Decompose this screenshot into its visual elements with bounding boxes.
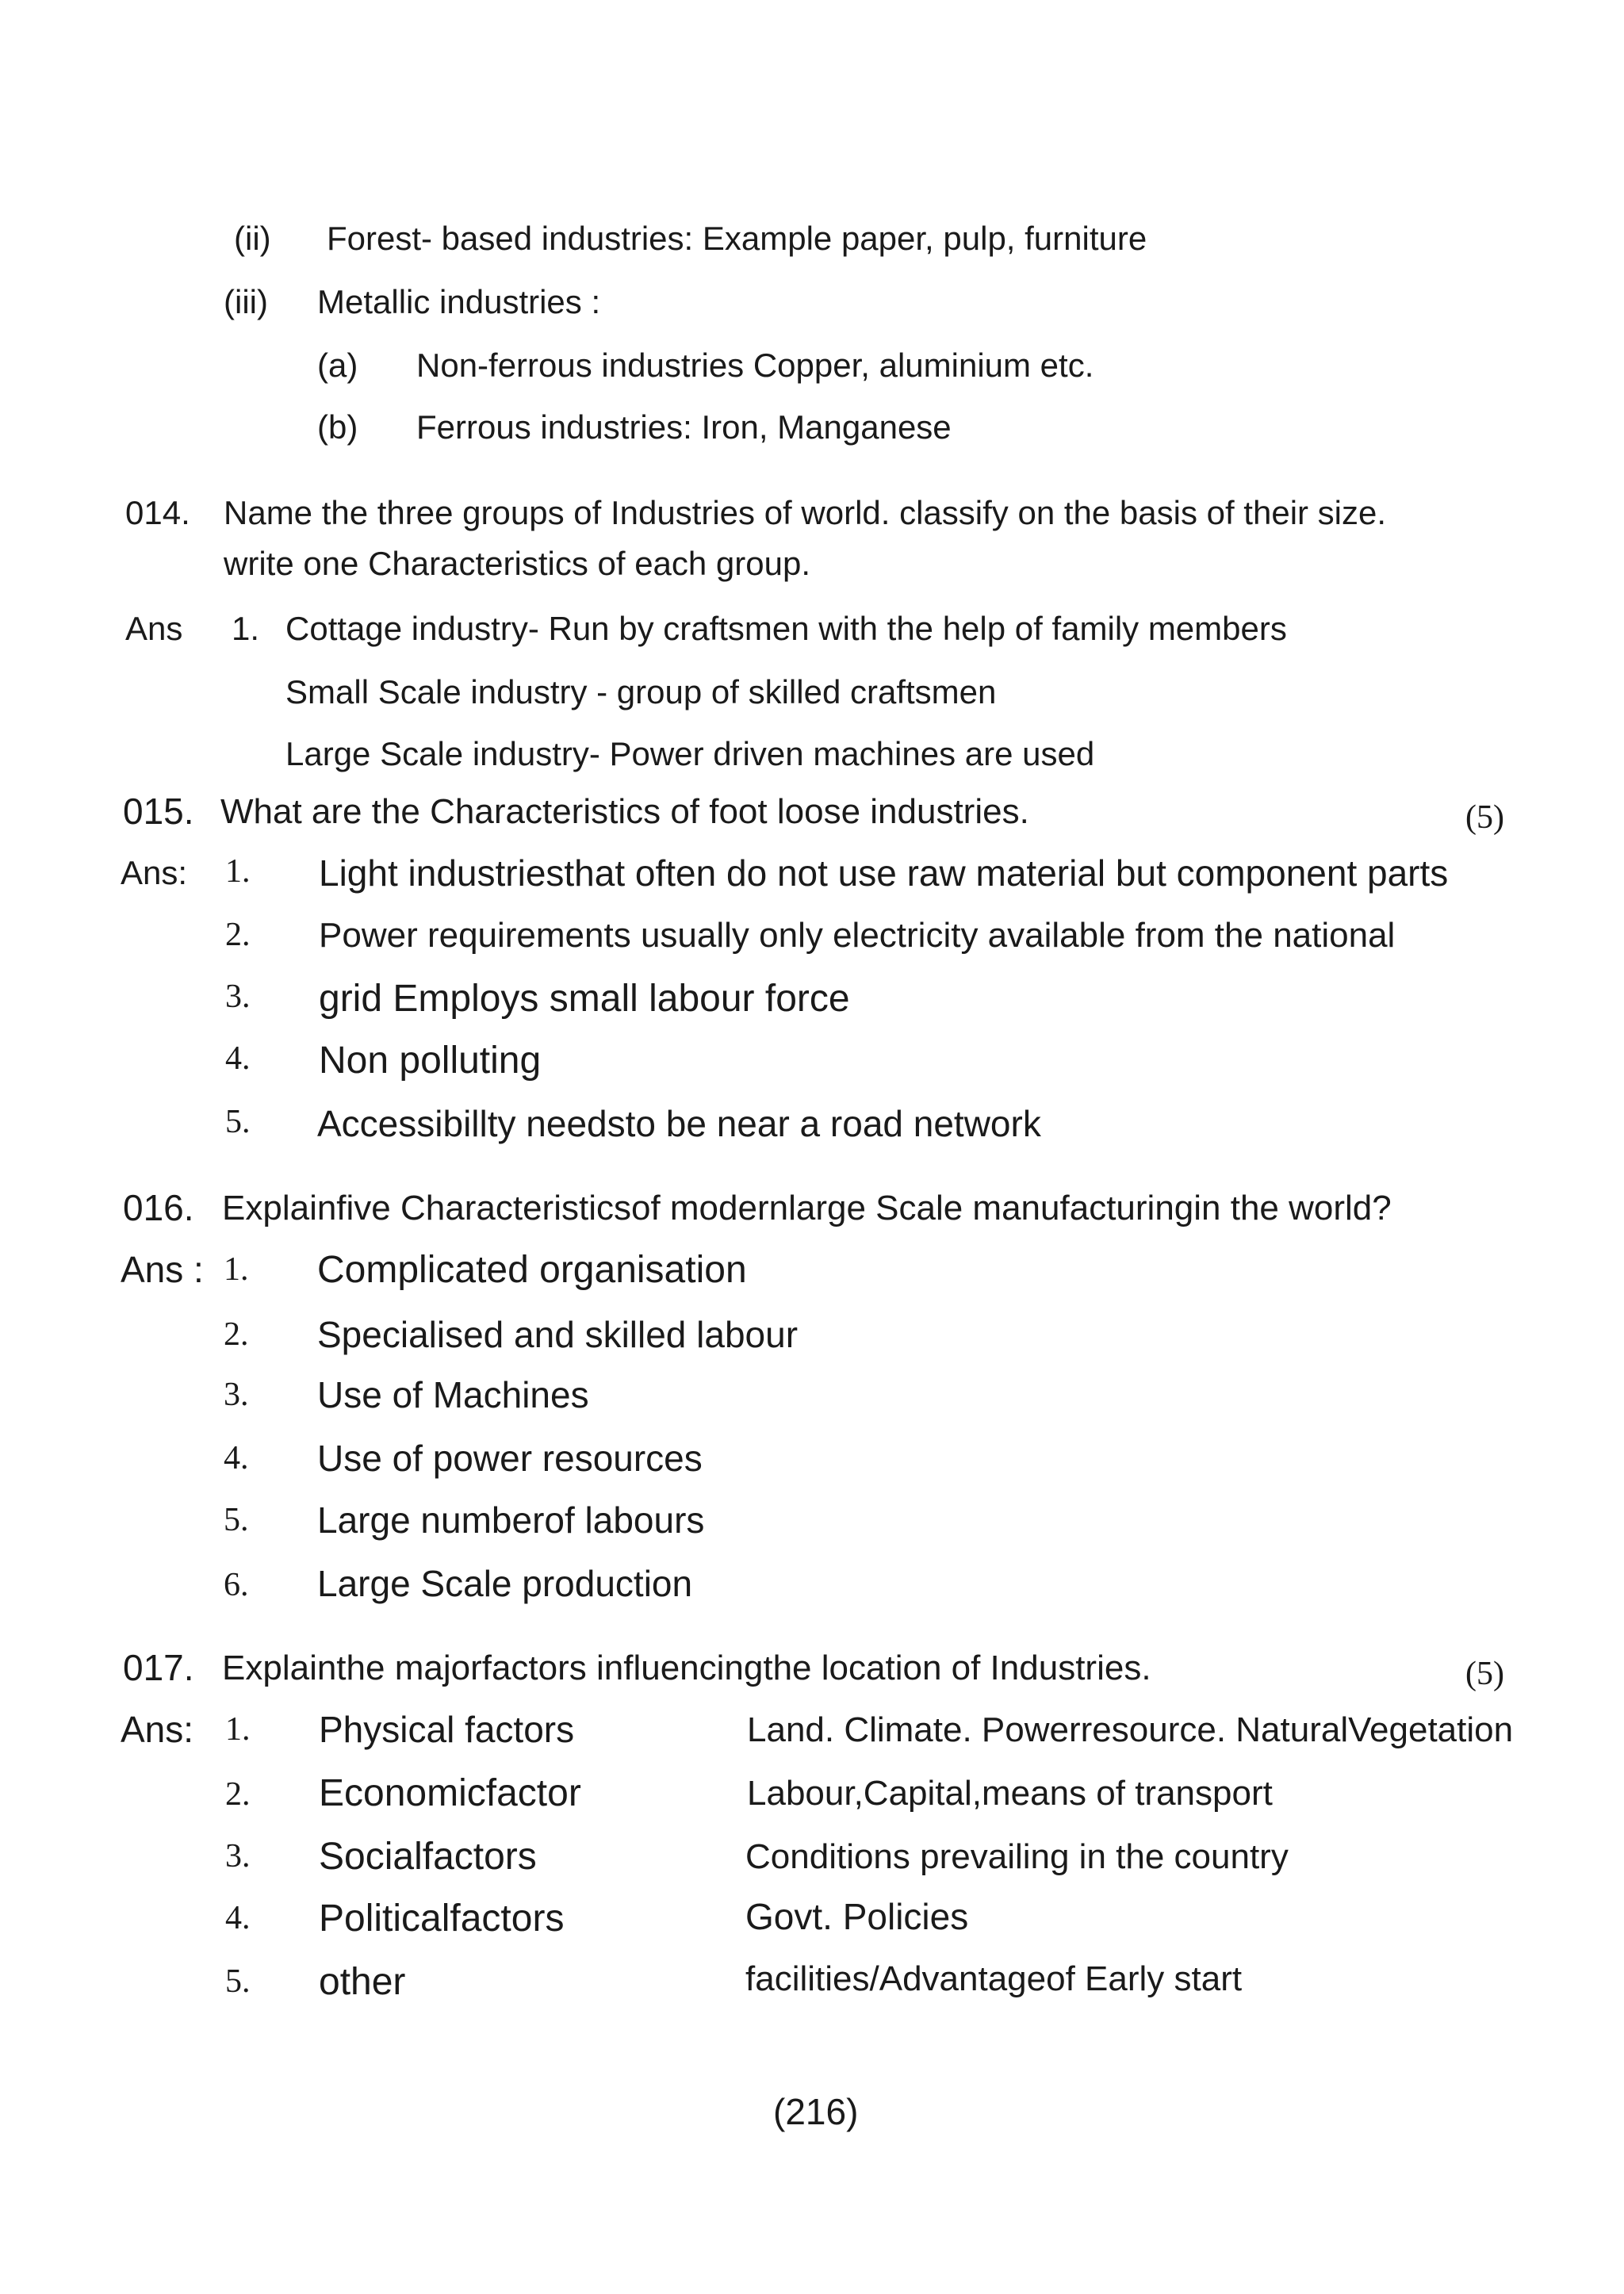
answer-label: Ans: <box>121 854 188 891</box>
answer-number: 2. <box>224 1316 249 1353</box>
answer-number: 5. <box>224 1502 249 1538</box>
question-text: Name the three groups of Industries of world. classify on the basis of their size. <box>224 494 1387 531</box>
answer-text: grid Employs small labour force <box>319 978 850 1020</box>
item-text: Metallic industries : <box>317 283 601 320</box>
factor-detail: Conditions prevailing in the country <box>745 1837 1289 1876</box>
answer-label: Ans <box>125 610 183 647</box>
answer-label: Ans : <box>121 1249 204 1290</box>
factor-detail: Govt. Policies <box>745 1896 969 1937</box>
factor-name: Physical factors <box>319 1709 575 1750</box>
answer-number: 1. <box>225 853 251 890</box>
question-number: 016. <box>123 1187 194 1228</box>
item-number: (ii) <box>234 220 271 257</box>
answer-text: Use of Machines <box>317 1374 589 1415</box>
question-text: Explainfive Characteristicsof modernlarge Scale manufacturingin the world? <box>222 1189 1392 1227</box>
factor-name: other <box>319 1961 406 2003</box>
item-number: (b) <box>317 408 358 446</box>
answer-number: 6. <box>224 1567 249 1603</box>
answer-text: Large numberof labours <box>317 1499 705 1541</box>
answer-text: Specialised and skilled labour <box>317 1314 799 1355</box>
answer-number: 4. <box>225 1040 251 1077</box>
answer-text: Small Scale industry - group of skilled craftsmen <box>285 673 997 710</box>
item-number: (iii) <box>224 283 268 320</box>
marks-badge: (5) <box>1465 1656 1504 1692</box>
item-text: Non-ferrous industries Copper, aluminium etc. <box>416 347 1094 384</box>
answer-number: 3. <box>225 978 251 1015</box>
answer-number: 1. <box>232 610 260 647</box>
answer-text: Large Scale production <box>317 1563 693 1604</box>
answer-number: 5. <box>225 1104 251 1140</box>
question-text: Explainthe majorfactors influencingthe location of Industries. <box>222 1649 1151 1687</box>
answer-number: 3. <box>224 1377 249 1413</box>
answer-text: Use of power resources <box>317 1438 703 1479</box>
answer-text: Light industriesthat often do not use raw material but component parts <box>319 852 1449 894</box>
question-number: 014. <box>125 494 190 531</box>
answer-number: 4. <box>224 1440 249 1476</box>
question-number: 017. <box>123 1647 194 1688</box>
item-number: (a) <box>317 347 358 384</box>
answer-text: Complicated organisation <box>317 1249 747 1291</box>
answer-number: 1. <box>225 1711 251 1748</box>
answer-number: 1. <box>224 1251 249 1288</box>
answer-text: Power requirements usually only electricity available from the national <box>319 916 1396 955</box>
item-text: Forest- based industries: Example paper, pulp, furniture <box>327 220 1147 257</box>
marks-badge: (5) <box>1465 799 1504 836</box>
answer-number: 2. <box>225 917 251 953</box>
factor-name: Politicalfactors <box>319 1898 565 1940</box>
answer-number: 3. <box>225 1838 251 1875</box>
factor-name: Socialfactors <box>319 1836 537 1878</box>
factor-detail: Labour,Capital,means of transport <box>747 1774 1273 1813</box>
page-number: (216) <box>773 2091 859 2132</box>
answer-number: 5. <box>225 1963 251 2000</box>
answer-text: Large Scale industry- Power driven machines are used <box>285 735 1095 772</box>
item-text: Ferrous industries: Iron, Manganese <box>416 408 952 446</box>
factor-detail: Land. Climate. Powerresource. NaturalVegetation <box>747 1710 1514 1749</box>
answer-number: 4. <box>225 1900 251 1936</box>
factor-detail: facilities/Advantageof Early start <box>745 1959 1243 1998</box>
factor-name: Economicfactor <box>319 1772 581 1814</box>
answer-text: Cottage industry- Run by craftsmen with the help of family members <box>285 610 1287 647</box>
answer-number: 2. <box>225 1776 251 1813</box>
question-text: write one Characteristics of each group. <box>224 545 811 582</box>
answer-text: Non polluting <box>319 1040 542 1082</box>
answer-label: Ans: <box>121 1709 194 1750</box>
question-number: 015. <box>123 791 194 832</box>
answer-text: Accessibillty needsto be near a road network <box>317 1103 1041 1144</box>
question-text: What are the Characteristics of foot loose industries. <box>220 792 1029 831</box>
